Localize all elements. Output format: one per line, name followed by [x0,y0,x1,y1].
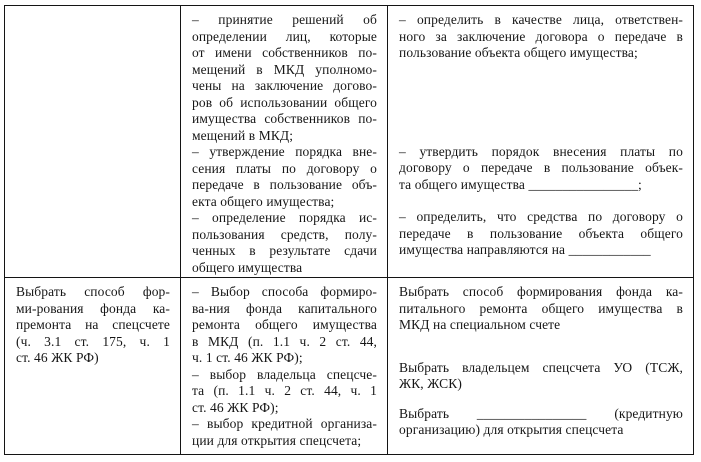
text-line: сения платы по договору о [192,160,377,176]
text-line: организацию) для открытия спецсчета [399,422,624,437]
text-line: питального ремонта общего имущества в [399,300,683,316]
text-line: та (п. 1.1 ч. 2 ст. 44, ч. 1 [192,383,377,398]
text-line: ва-ния фонда капитального [192,300,377,316]
paragraph [399,144,683,194]
text-line: Выбрать способ фор- [16,284,170,299]
row2-col1-question [5,278,180,454]
row2-col2-agenda-items [180,278,387,454]
text-line: – выбор владельца спецсче- [192,366,377,382]
text-line: Выбрать ________________ (кредитную [399,405,683,421]
text-line: чены на заключение догово- [192,78,377,93]
text-line: – утверждение порядка вне- [192,144,377,159]
resolutions-table [4,5,694,455]
paragraph [192,367,377,417]
text-line: ми-рования фонда ка- [16,300,170,316]
text-line: ров об использовании общего [192,94,377,110]
row1-col2-agenda-items [180,6,387,277]
text-line: пользование объекта общего имущества; [399,45,638,60]
text-line: екта общего имущества; [192,193,335,209]
text-line: передаче в пользование объ- [192,177,377,192]
text-line: (ч. 3.1 ст. 175, ч. 1 [16,333,170,349]
paragraph [399,12,683,62]
text-line: – Выбор способа формиро- [192,284,377,299]
text-line: – выбор кредитной организа- [192,416,377,431]
text-line: ремонта общего имущества [192,317,377,332]
text-line: – принятие решений об [192,12,377,27]
paragraph [399,360,683,393]
text-line: МКД на специальном счете [399,317,561,332]
text-line: ного за заключение договора о передаче в [399,28,683,44]
row2-col3-decisions [387,278,693,454]
paragraph [192,144,377,210]
text-line: от имени собственников по- [192,45,377,60]
paragraph [399,284,683,334]
text-line: ции для открытия спецсчета; [192,432,362,448]
text-line: Выбрать способ формирования фонда ка- [399,284,683,299]
text-line: имущества собственников по- [192,111,377,126]
paragraph [192,12,377,144]
paragraph [192,416,377,449]
paragraph [192,284,377,367]
text-line: премонта на спецсчете [16,317,170,332]
row1-col1-empty [5,6,180,277]
paragraph [192,210,377,276]
text-line: ст. 46 ЖК РФ) [16,350,99,365]
text-line: ченных в результате сдачи [192,243,377,258]
paragraph [399,209,683,259]
text-line: – утвердить порядок внесения платы по [399,143,683,159]
text-line: пользования средств, полу- [192,226,377,242]
text-line: мещений в МКД; [192,127,294,143]
text-line: – определить в качестве лица, ответствен- [399,12,683,27]
text-line: передаче в пользование объекта общего [399,225,683,241]
text-line: Выбрать владельцем спецсчета УО (ТСЖ, [399,359,683,375]
text-line: ч. 1 ст. 46 ЖК РФ); [192,350,303,365]
text-line: в МКД (п. 1.1 ч. 2 ст. 44, [192,333,377,349]
text-line: та общего имущества ________________; [399,176,642,192]
text-line: мещений в МКД уполномо- [192,61,377,77]
text-line: имущества направляются на ____________ [399,242,651,257]
text-line: ЖК, ЖСК) [399,376,462,391]
text-line: договору о передаче в пользование объек- [399,160,683,175]
text-line: ст. 46 ЖК РФ); [192,399,279,415]
text-line: общего имущества [192,259,303,275]
table-row [5,6,693,277]
table-row [5,277,693,454]
paragraph [16,284,170,367]
text-line: – определить, что средства по договору о [399,209,683,224]
row1-col3-decisions [387,6,693,277]
text-line: определении лиц, которые [192,28,377,44]
paragraph [399,406,683,439]
text-line: – определение порядка ис- [192,210,377,225]
